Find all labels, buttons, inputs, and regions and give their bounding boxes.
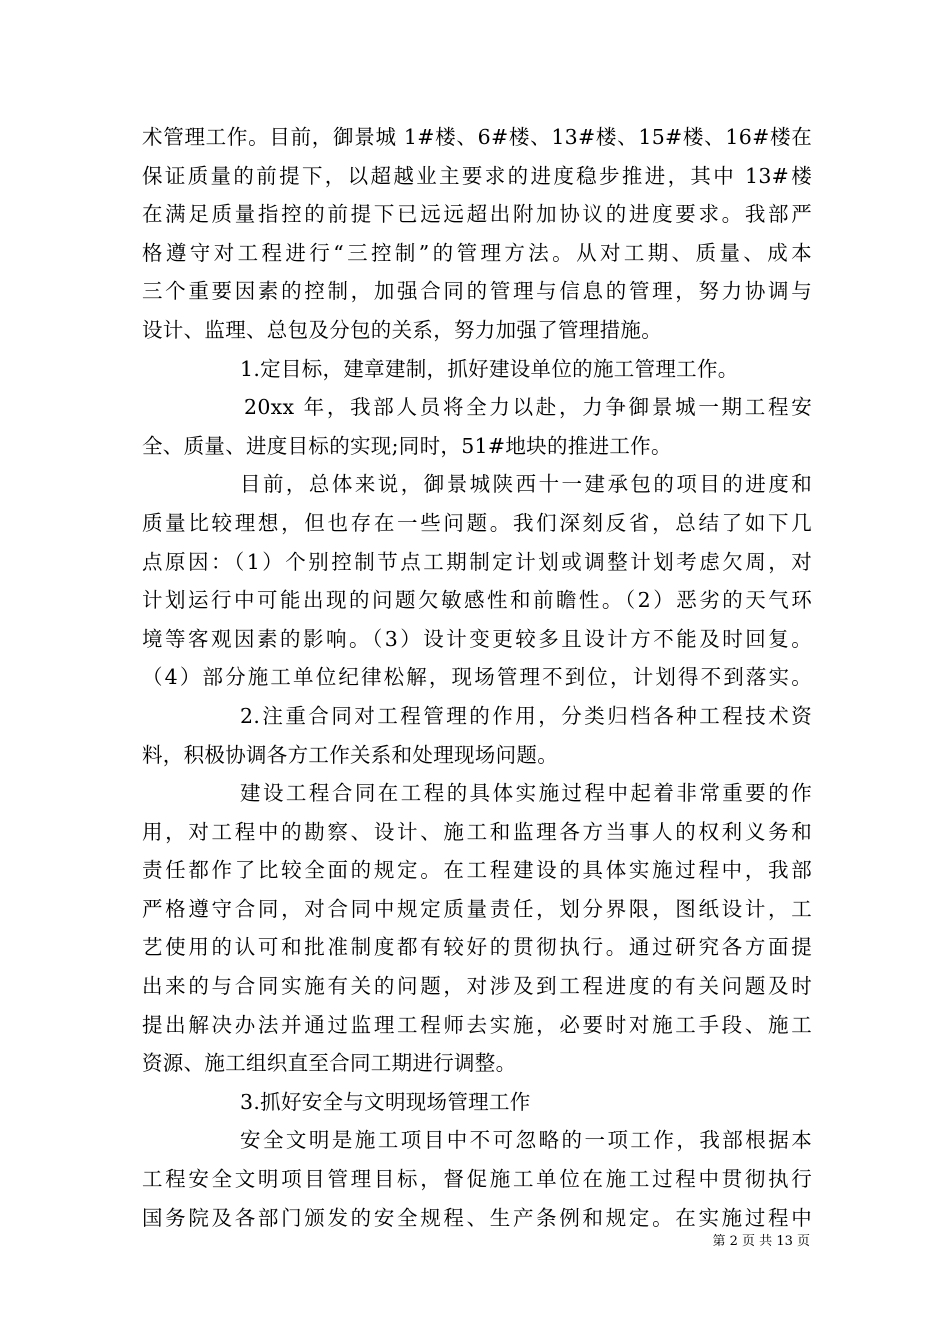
section-heading-2: 2.注重合同对工程管理的作用，分类归档各种工程技术资 [240,703,812,728]
text-line: 质量比较理想，但也存在一些问题。我们深刻反省，总结了如下几 [142,510,812,535]
text-line: 保证质量的前提下，以超越业主要求的进度稳步推进，其中 13#楼 [142,163,812,188]
text-line: 点原因：（1）个别控制节点工期制定计划或调整计划考虑欠周，对 [142,549,812,574]
text-line: 出来的与合同实施有关的问题，对涉及到工程进度的有关问题及时 [142,974,812,999]
text-line: 责任都作了比较全面的规定。在工程建设的具体实施过程中，我部 [142,858,812,883]
text-line: 设计、监理、总包及分包的关系，努力加强了管理措施。 [142,317,662,342]
text-line: 艺使用的认可和批准制度都有较好的贯彻执行。通过研究各方面提 [142,935,812,960]
text-line: 国务院及各部门颁发的安全规程、生产条例和规定。在实施过程中 [142,1205,812,1230]
text-line: 资源、施工组织直至合同工期进行调整。 [142,1051,517,1076]
body-text [142,118,812,1237]
text-line: 20xx 年，我部人员将全力以赴，力争御景城一期工程安 [244,395,812,420]
text-line: 在满足质量指控的前提下已远远超出附加协议的进度要求。我部严 [142,202,812,227]
text-line: 全、质量、进度目标的实现;同时，51#地块的推进工作。 [142,433,672,458]
text-line: 术管理工作。目前，御景城 1#楼、6#楼、13#楼、15#楼、16#楼在 [142,125,812,149]
text-line: 格遵守对工程进行“三控制”的管理方法。从对工期、质量、成本 [142,240,812,265]
text-line: 严格遵守合同，对合同中规定质量责任，划分界限，图纸设计，工 [142,896,812,921]
text-line: 目前，总体来说，御景城陕西十一建承包的项目的进度和 [240,472,812,497]
page-number: 第 2 页 共 13 页 [712,1234,810,1249]
section-heading-1: 1.定目标，建章建制，抓好建设单位的施工管理工作。 [240,356,739,381]
text-line: 计划运行中可能出现的问题欠敏感性和前瞻性。（2）恶劣的天气环 [142,588,812,613]
text-line: 境等客观因素的影响。（3）设计变更较多且设计方不能及时回复。 [142,626,812,651]
text-line: （4）部分施工单位纪律松解，现场管理不到位，计划得不到落实。 [142,665,812,690]
text-line: 工程安全文明项目管理目标，督促施工单位在施工过程中贯彻执行 [142,1167,812,1192]
text-line: 建设工程合同在工程的具体实施过程中起着非常重要的作 [240,781,812,806]
text-line: 用，对工程中的勘察、设计、施工和监理各方当事人的权利义务和 [142,819,812,844]
text-line: 料，积极协调各方工作关系和处理现场问题。 [142,742,558,767]
section-heading-3: 3.抓好安全与文明现场管理工作 [240,1089,531,1114]
text-line: 提出解决办法并通过监理工程师去实施，必要时对施工手段、施工 [142,1012,812,1037]
text-line: 安全文明是施工项目中不可忽略的一项工作，我部根据本 [240,1128,812,1153]
text-line: 三个重要因素的控制，加强合同的管理与信息的管理，努力协调与 [142,279,812,304]
